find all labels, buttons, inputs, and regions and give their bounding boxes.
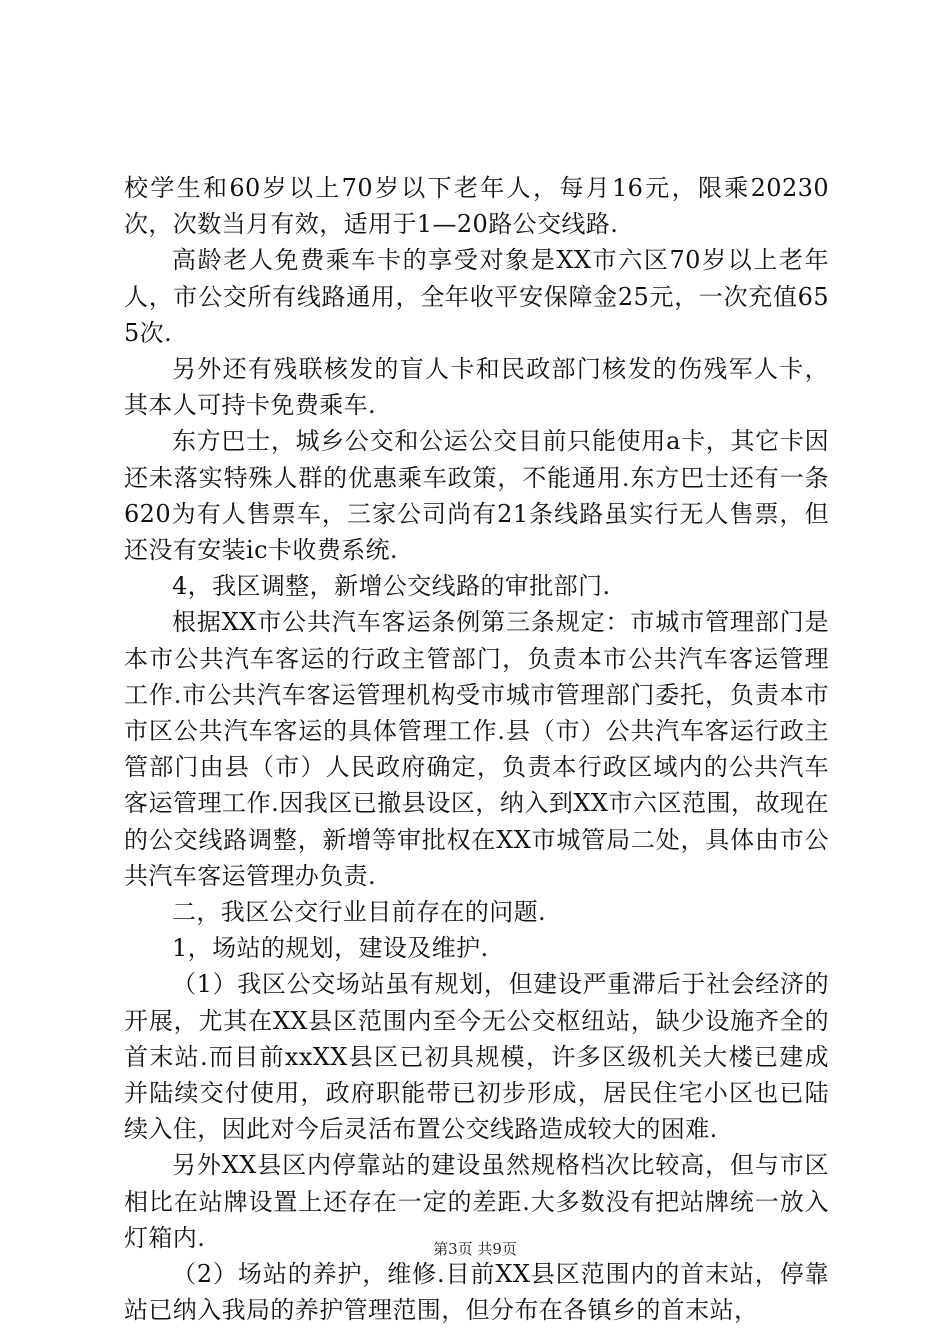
paragraph-4: 东方巴士，城乡公交和公运公交目前只能使用a卡，其它卡因还未落实特殊人群的优惠乘车政策，不能通用.东方巴士还有一条620为有人售票车，三家公司尚有21条线路虽实行无人售票，但还没有安装ic卡收费系统. [124,427,829,565]
paragraph-10: 另外XX县区内停靠站的建设虽然规格档次比较高，但与市区相比在站牌设置上还存在一定的差距.大多数没有把站牌统一放入灯箱内. [124,1151,829,1252]
paragraph-3: 另外还有残联核发的盲人卡和民政部门核发的伤残军人卡，其本人可持卡免费乘车. [124,355,829,420]
page-footer [0,1238,950,1259]
paragraph-2: 高龄老人免费乘车卡的享受对象是XX市六区70岁以上老年人，市公交所有线路通用，全年收平安保障金25元，一次充值655次. [124,246,829,347]
paragraph-5: 4，我区调整，新增公交线路的审批部门. [172,572,611,601]
paragraph-6: 根据XX市公共汽车客运条例第三条规定：市城市管理部门是本市公共汽车客运的行政主管部门，负责本市公共汽车客运管理工作.市公共汽车客运管理机构受市城市管理部门委托，负责本市市区公共汽车客运的具体管理工作.县（市）公共汽车客运行政主管部门由县（市）人民政府确定，负责本行政区域内的公共汽车客运管理工作.因我区已撤县设区，纳入到XX市六区范围，故现在的公交线路调整，新增等审批权在XX市城管局二处，具体由市公共汽车客运管理办负责. [124,608,829,890]
paragraph-1: 校学生和60岁以上70岁以下老年人，每月16元，限乘20230次，次数当月有效，适用于1—20路公交线路. [124,174,829,239]
page-number-label: 第3页 共9页 [433,1240,517,1258]
paragraph-8: 1，场站的规划，建设及维护. [172,934,489,963]
paragraph-9: （1）我区公交场站虽有规划，但建设严重滞后于社会经济的开展，尤其在XX县区范围内至今无公交枢纽站，缺少设施齐全的首末站.而目前xxXX县区已初具规模，许多区级机关大楼已建成并陆续交付使用，政府职能带已初步形成，居民住宅小区也已陆续入住，因此对今后灵活布置公交线路造成较大的困难. [124,970,829,1144]
paragraph-11: （2）场站的养护，维修.目前XX县区范围内的首末站，停靠站已纳入我局的养护管理范围，但分布在各镇乡的首末站， [124,1260,829,1325]
paragraph-7: 二，我区公交行业目前存在的问题. [172,898,547,927]
document-body [124,170,829,1329]
